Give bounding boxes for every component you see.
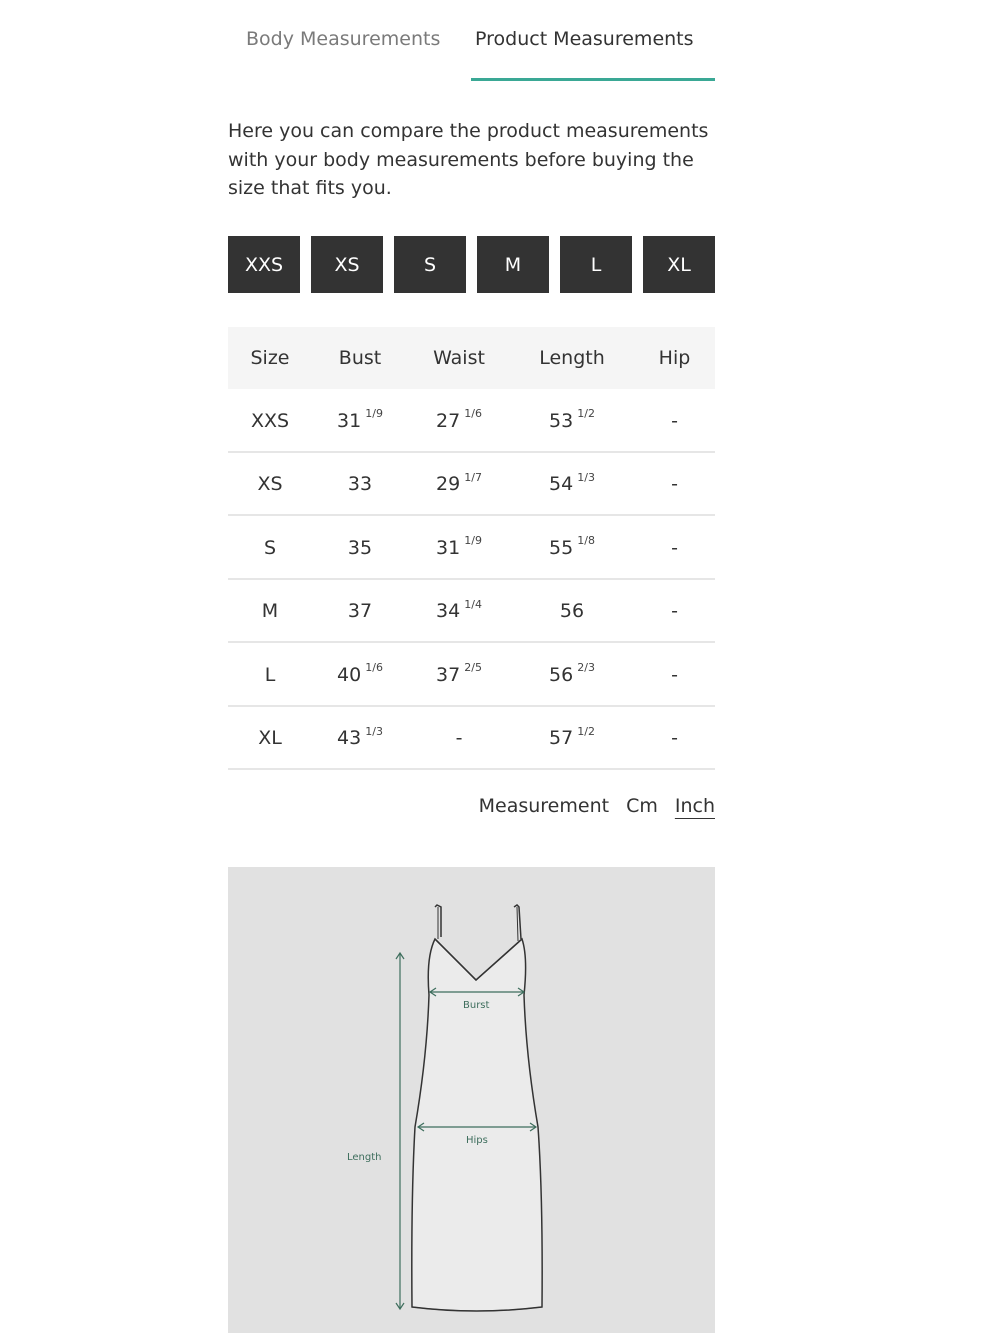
table-row bbox=[228, 453, 715, 517]
cell-bust bbox=[312, 580, 408, 644]
cell-bust bbox=[312, 389, 408, 453]
cell-value: XXS bbox=[250, 409, 290, 432]
product-measurements-description: Here you can compare the product measurements with your body measurements before buying the size that fits you. bbox=[228, 120, 709, 199]
cell-value: - bbox=[671, 727, 678, 750]
cell-value: 43 bbox=[337, 727, 362, 750]
cell-fraction: 1/6 bbox=[464, 407, 482, 421]
slip-dress-diagram bbox=[228, 867, 715, 1333]
size-button-xxs[interactable]: XXS bbox=[228, 236, 300, 293]
unit-option-cm[interactable]: Cm bbox=[626, 795, 658, 817]
tab-body-measurements[interactable]: Body Measurements bbox=[246, 28, 441, 50]
cell-hip bbox=[634, 643, 715, 707]
cell-value: S bbox=[263, 536, 277, 559]
tab-product-measurements[interactable]: Product Measurements bbox=[475, 28, 694, 50]
cell-fraction: 1/9 bbox=[365, 407, 383, 421]
column-header-waist: Waist bbox=[433, 347, 485, 369]
cell-value: XL bbox=[258, 727, 282, 750]
cell-fraction: 1/3 bbox=[365, 724, 383, 738]
cell-value: 53 bbox=[549, 409, 574, 432]
cell-fraction: 1/6 bbox=[365, 661, 383, 675]
cell-fraction: 1/3 bbox=[577, 470, 595, 484]
cell-waist bbox=[408, 707, 510, 771]
table-header bbox=[228, 327, 715, 389]
cell-fraction: 1/7 bbox=[464, 470, 482, 484]
unit-toggle bbox=[479, 795, 715, 817]
cell-value: 37 bbox=[347, 600, 373, 623]
cell-hip bbox=[634, 516, 715, 580]
cell-length bbox=[510, 389, 634, 453]
hips-label: Hips bbox=[466, 1135, 488, 1146]
size-button-xs[interactable]: XS bbox=[311, 236, 383, 293]
size-button-m[interactable]: M bbox=[477, 236, 549, 293]
cell-value: - bbox=[671, 600, 678, 623]
cell-size bbox=[228, 707, 312, 771]
table-row bbox=[228, 580, 715, 644]
bust-label: Burst bbox=[463, 1000, 490, 1011]
cell-bust bbox=[312, 643, 408, 707]
cell-value: - bbox=[671, 536, 678, 559]
column-header-bust: Bust bbox=[338, 347, 382, 369]
cell-value: M bbox=[261, 600, 279, 623]
size-button-s[interactable]: S bbox=[394, 236, 466, 293]
cell-value: - bbox=[671, 473, 678, 496]
cell-size bbox=[228, 516, 312, 580]
cell-value: 31 bbox=[337, 409, 362, 432]
cell-value: 56 bbox=[559, 600, 585, 623]
cell-bust bbox=[312, 707, 408, 771]
cell-value: 54 bbox=[549, 473, 574, 496]
cell-hip bbox=[634, 389, 715, 453]
cell-value: XS bbox=[257, 473, 283, 496]
measurement-table bbox=[228, 327, 715, 770]
column-header-hip: Hip bbox=[658, 347, 691, 369]
table-row bbox=[228, 516, 715, 580]
cell-value: L bbox=[264, 663, 276, 686]
cell-length bbox=[510, 516, 634, 580]
cell-hip bbox=[634, 707, 715, 771]
cell-value: 56 bbox=[549, 663, 574, 686]
cell-value: 33 bbox=[347, 473, 373, 496]
cell-hip bbox=[634, 580, 715, 644]
unit-toggle-label: Measurement bbox=[478, 795, 610, 817]
cell-fraction: 1/4 bbox=[464, 597, 482, 611]
cell-waist bbox=[408, 516, 510, 580]
cell-value: 29 bbox=[436, 473, 461, 496]
table-row bbox=[228, 389, 715, 453]
cell-length bbox=[510, 453, 634, 517]
cell-length bbox=[510, 707, 634, 771]
cell-value: - bbox=[455, 727, 463, 750]
table-body bbox=[228, 389, 715, 770]
cell-waist bbox=[408, 643, 510, 707]
cell-size bbox=[228, 453, 312, 517]
cell-value: 31 bbox=[436, 536, 461, 559]
cell-value: - bbox=[671, 409, 678, 432]
cell-length bbox=[510, 643, 634, 707]
cell-fraction: 2/5 bbox=[464, 661, 482, 675]
cell-value: 34 bbox=[436, 600, 461, 623]
size-selector bbox=[228, 236, 715, 293]
table-row bbox=[228, 707, 715, 771]
cell-value: 57 bbox=[549, 727, 574, 750]
column-header-length: Length bbox=[539, 347, 605, 369]
cell-bust bbox=[312, 516, 408, 580]
cell-size bbox=[228, 389, 312, 453]
dress-measurement-illustration bbox=[228, 867, 715, 1333]
cell-value: 55 bbox=[549, 536, 574, 559]
length-label: Length bbox=[347, 1152, 382, 1163]
cell-fraction: 1/8 bbox=[577, 534, 595, 548]
cell-waist bbox=[408, 580, 510, 644]
cell-hip bbox=[634, 453, 715, 517]
cell-value: - bbox=[671, 663, 678, 686]
cell-waist bbox=[408, 389, 510, 453]
cell-value: 27 bbox=[436, 409, 461, 432]
cell-value: 35 bbox=[347, 536, 373, 559]
cell-bust bbox=[312, 453, 408, 517]
cell-value: 37 bbox=[436, 663, 461, 686]
cell-fraction: 2/3 bbox=[577, 661, 595, 675]
cell-fraction: 1/2 bbox=[577, 407, 595, 421]
cell-fraction: 1/9 bbox=[464, 534, 482, 548]
unit-option-inch[interactable]: Inch bbox=[674, 795, 715, 817]
table-row bbox=[228, 643, 715, 707]
size-button-xl[interactable]: XL bbox=[643, 236, 715, 293]
size-guide bbox=[228, 0, 715, 1163]
column-header-size: Size bbox=[250, 347, 290, 369]
cell-size bbox=[228, 643, 312, 707]
active-tab-indicator bbox=[471, 78, 715, 81]
cell-waist bbox=[408, 453, 510, 517]
cell-length bbox=[510, 580, 634, 644]
measurement-tabs bbox=[228, 0, 715, 82]
cell-value: 40 bbox=[337, 663, 362, 686]
size-button-l[interactable]: L bbox=[560, 236, 632, 293]
cell-size bbox=[228, 580, 312, 644]
cell-fraction: 1/2 bbox=[577, 724, 595, 738]
